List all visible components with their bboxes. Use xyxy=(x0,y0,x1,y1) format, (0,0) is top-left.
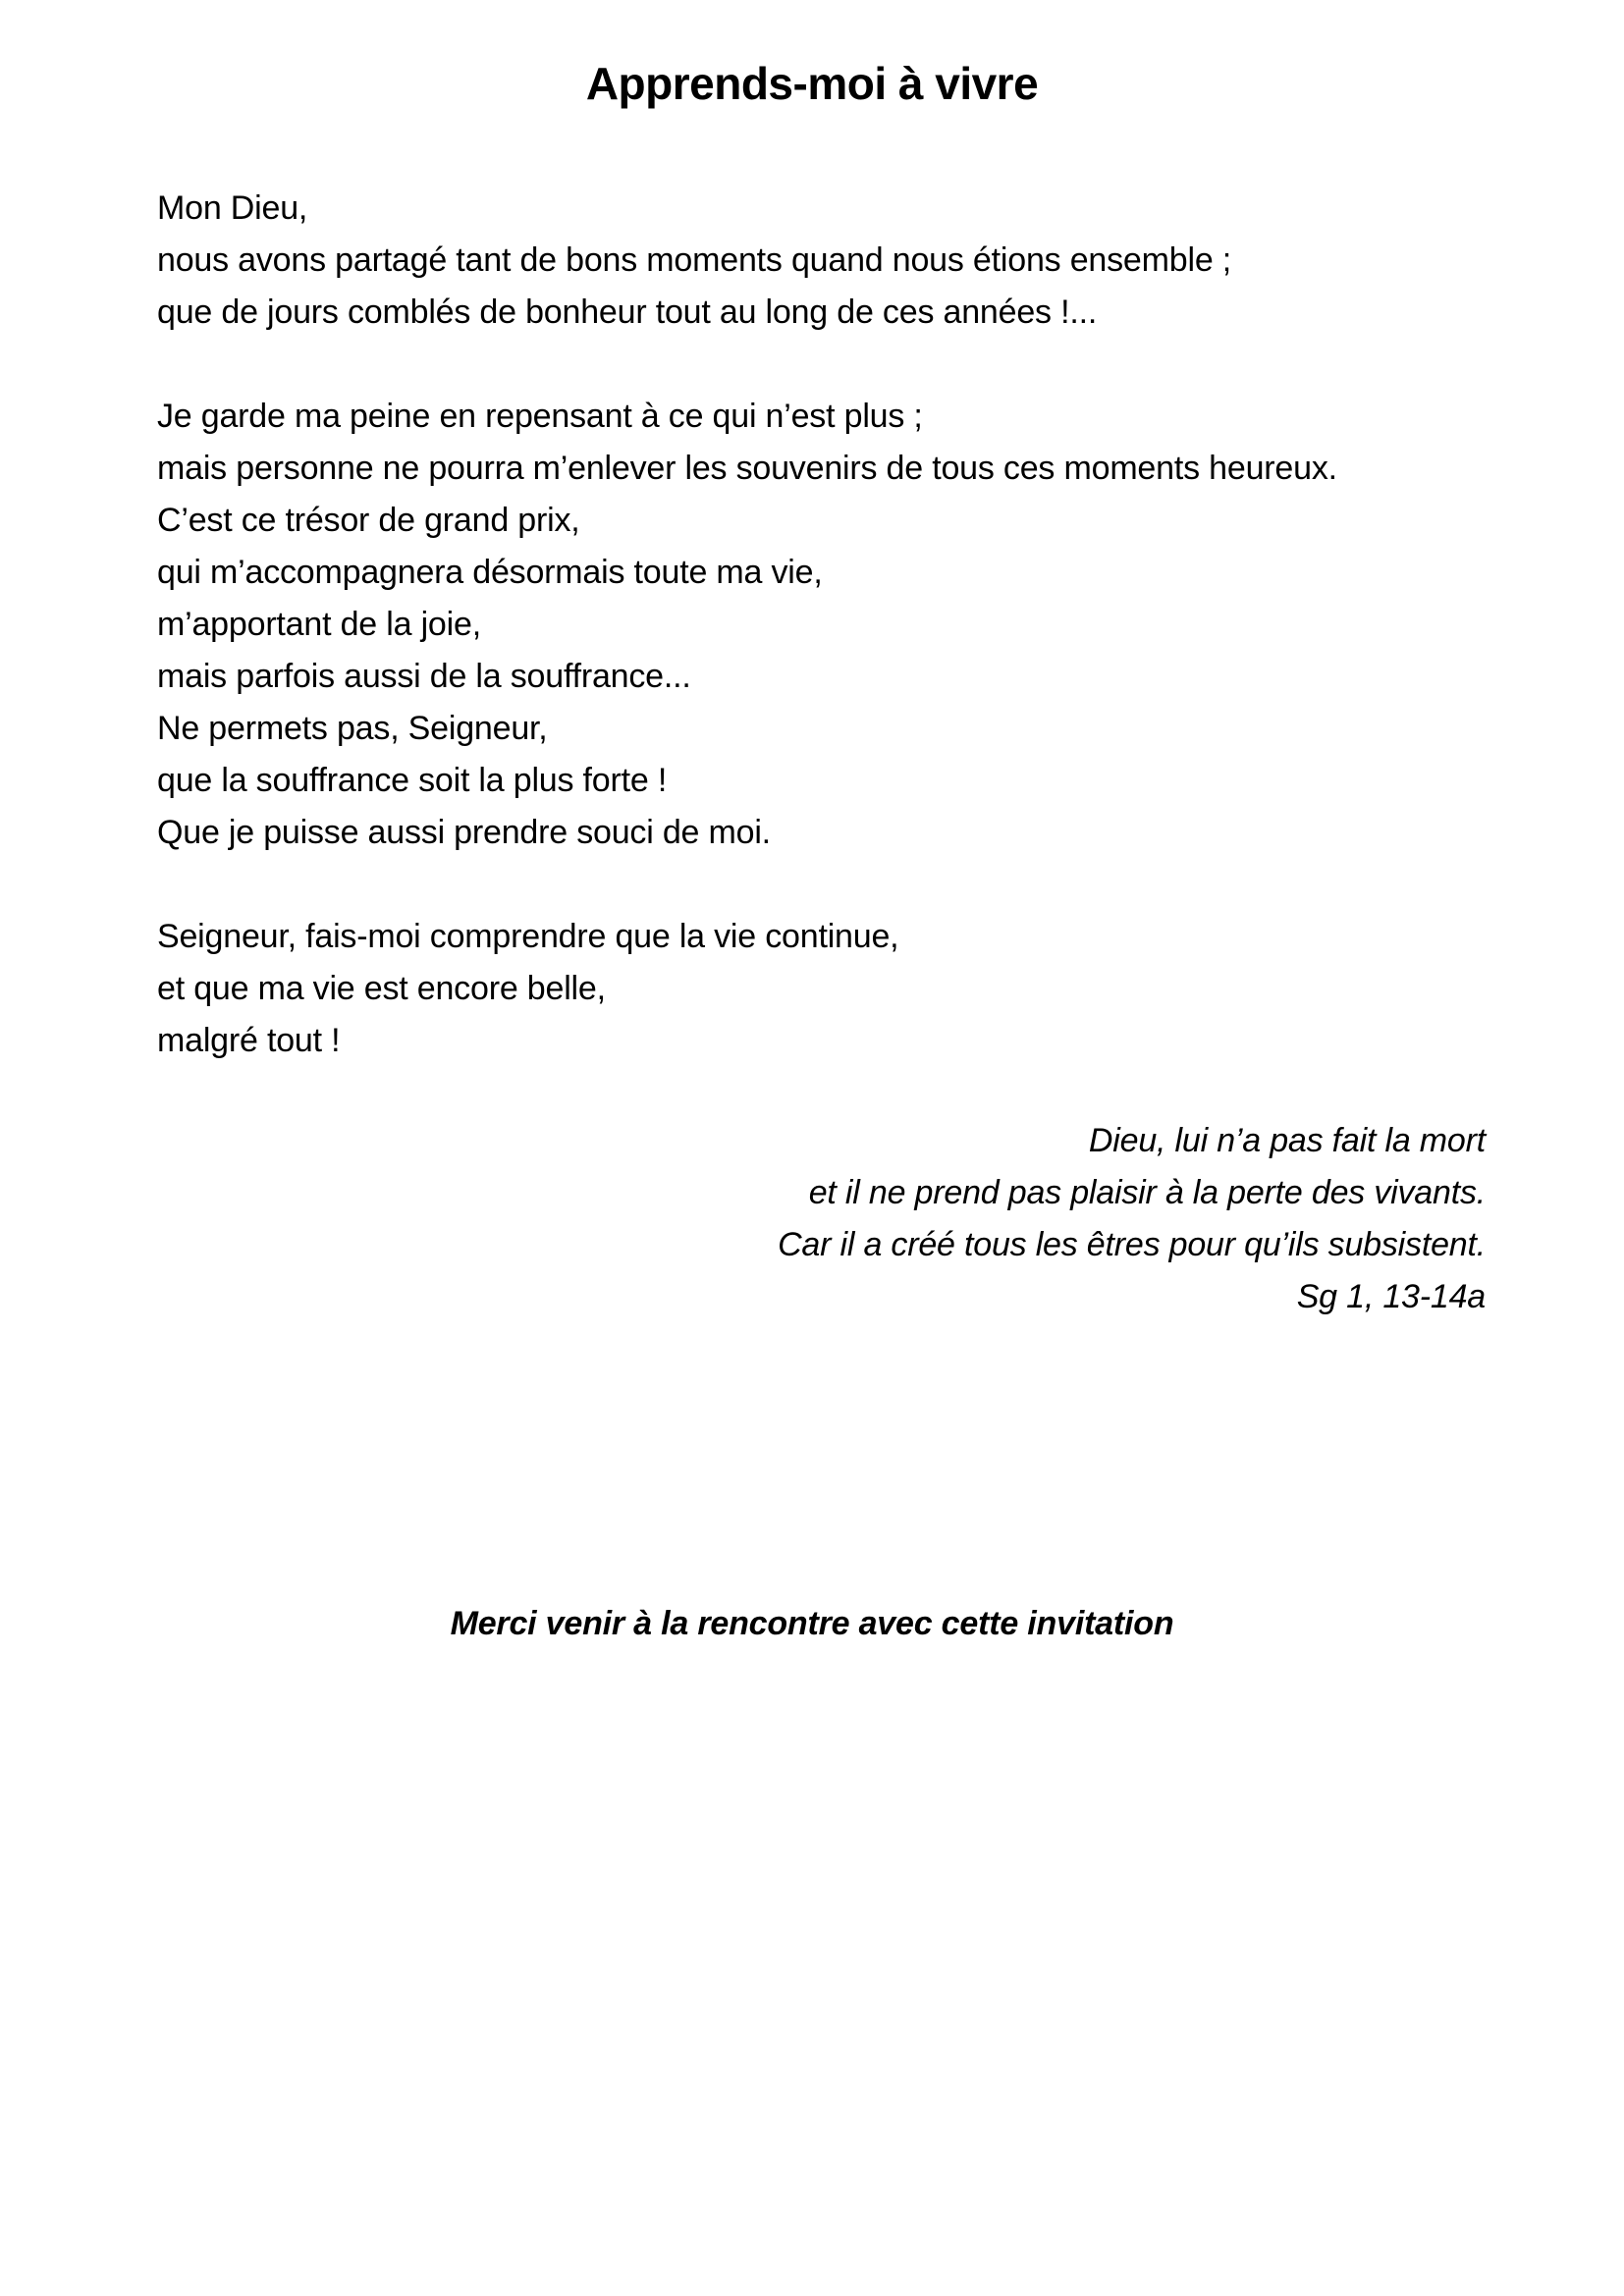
closing-note xyxy=(157,1598,1467,1650)
text-line: C’est ce trésor de grand prix, xyxy=(157,502,580,539)
prayer-paragraph-middle xyxy=(157,391,1551,859)
prayer-paragraph-opening xyxy=(157,183,1551,339)
text-line: Mon Dieu, xyxy=(157,189,308,227)
scripture-reference: Sg 1, 13-14a xyxy=(1296,1278,1486,1315)
closing-note-text: Merci venir à la rencontre avec cette invitation xyxy=(450,1605,1174,1642)
prayer-paragraph-closing xyxy=(157,911,1551,1067)
text-line: et que ma vie est encore belle, xyxy=(157,970,606,1007)
text-line: qui m’accompagnera désormais toute ma vie, xyxy=(157,554,823,591)
text-line: que de jours comblés de bonheur tout au long de ces années !... xyxy=(157,294,1098,331)
text-line: m’apportant de la joie, xyxy=(157,606,481,643)
text-line: Je garde ma peine en repensant à ce qui n’est plus ; xyxy=(157,398,923,435)
text-line: malgré tout ! xyxy=(157,1022,341,1059)
document-title: Apprends-moi à vivre xyxy=(585,58,1039,109)
text-line: Que je puisse aussi prendre souci de moi. xyxy=(157,814,771,851)
quote-line: Dieu, lui n’a pas fait la mort xyxy=(1088,1122,1486,1159)
text-line: mais personne ne pourra m’enlever les souvenirs de tous ces moments heureux. xyxy=(157,450,1337,487)
text-line: nous avons partagé tant de bons moments quand nous étions ensemble ; xyxy=(157,241,1232,279)
scripture-quote xyxy=(157,1115,1486,1323)
text-line: Seigneur, fais-moi comprendre que la vie continue, xyxy=(157,918,899,955)
text-line: que la souffrance soit la plus forte ! xyxy=(157,762,668,799)
text-line: mais parfois aussi de la souffrance... xyxy=(157,658,691,695)
text-line: Ne permets pas, Seigneur, xyxy=(157,710,548,747)
quote-line: et il ne prend pas plaisir à la perte des vivants. xyxy=(808,1174,1486,1211)
quote-line: Car il a créé tous les êtres pour qu’ils subsistent. xyxy=(778,1226,1486,1263)
